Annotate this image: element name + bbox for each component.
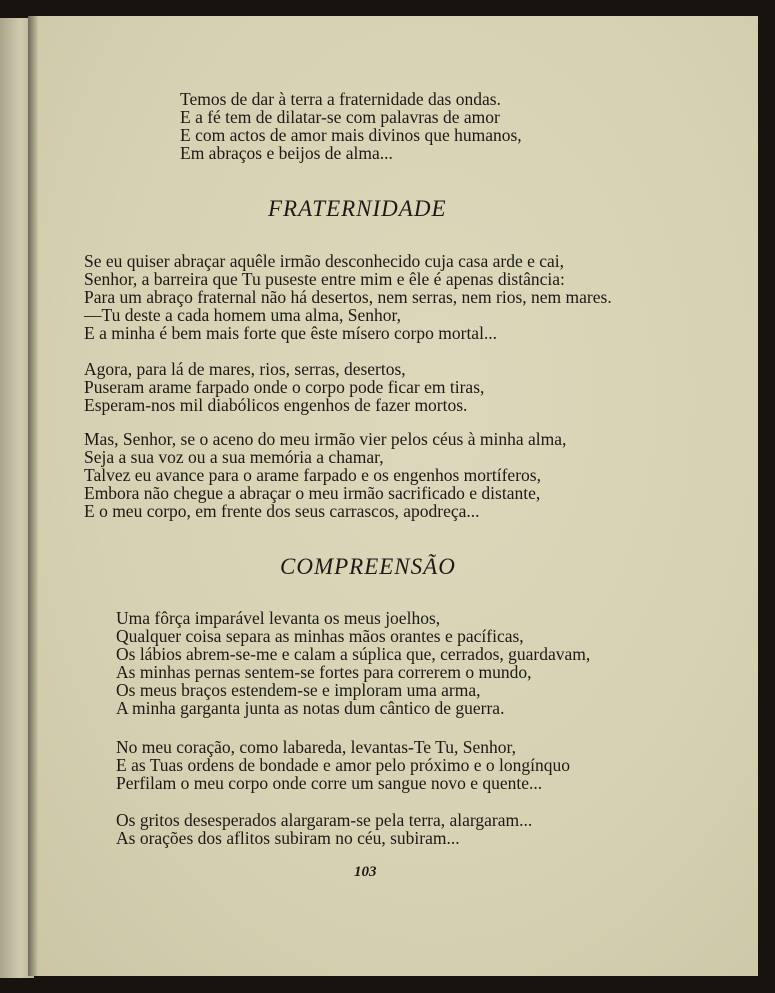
verse-line: Agora, para lá de mares, rios, serras, desertos,: [84, 359, 406, 379]
verse-line: Uma fôrça imparável levanta os meus joelhos,: [116, 608, 441, 628]
verse-line: As orações dos aflitos subiram no céu, subiram...: [116, 828, 460, 848]
verse-line: Temos de dar à terra a fraternidade das ondas.: [180, 89, 501, 109]
verse-line: Puseram arame farpado onde o corpo pode ficar em tiras,: [84, 377, 485, 397]
verse-line: E a minha é bem mais forte que êste mísero corpo mortal...: [84, 323, 498, 343]
verse-line: No meu coração, como labareda, levantas-Te Tu, Senhor,: [116, 737, 516, 757]
verse-line: Em abraços e beijos de alma...: [180, 143, 393, 163]
verse-line: Para um abraço fraternal não há desertos, nem serras, nem rios, nem mares.: [84, 287, 612, 307]
verse-line: E o meu corpo, em frente dos seus carrascos, apodreça...: [84, 501, 480, 521]
verse-line: Esperam-nos mil diabólicos engenhos de fazer mortos.: [84, 395, 468, 415]
page-number: 103: [354, 864, 377, 880]
verse-line: A minha garganta junta as notas dum cântico de guerra.: [116, 698, 505, 718]
verse-line: —Tu deste a cada homem uma alma, Senhor,: [84, 305, 401, 325]
book-page: [34, 16, 758, 976]
verse-line: As minhas pernas sentem-se fortes para correrem o mundo,: [116, 662, 532, 682]
verse-line: Senhor, a barreira que Tu puseste entre mim e êle é apenas distância:: [84, 269, 565, 289]
verse-line: Os gritos desesperados alargaram-se pela terra, alargaram...: [116, 810, 533, 830]
poem-title-fraternidade: FRATERNIDADE: [268, 196, 447, 221]
verse-line: E com actos de amor mais divinos que humanos,: [180, 125, 522, 145]
verse-line: E a fé tem de dilatar-se com palavras de amor: [180, 107, 500, 127]
verse-line: Os lábios abrem-se-me e calam a súplica que, cerrados, guardavam,: [116, 644, 591, 664]
verse-line: Talvez eu avance para o arame farpado e os engenhos mortíferos,: [84, 465, 541, 485]
poem-title-compreensao: COMPREENSÃO: [280, 554, 456, 579]
verse-line: Seja a sua voz ou a sua memória a chamar,: [84, 447, 384, 467]
verse-line: Embora não chegue a abraçar o meu irmão sacrificado e distante,: [84, 483, 541, 503]
verse-line: Qualquer coisa separa as minhas mãos orantes e pacíficas,: [116, 626, 524, 646]
verse-line: Se eu quiser abraçar aquêle irmão desconhecido cuja casa arde e cai,: [84, 251, 565, 271]
verse-line: Mas, Senhor, se o aceno do meu irmão vier pelos céus à minha alma,: [84, 429, 567, 449]
verse-line: Os meus braços estendem-se e imploram uma arma,: [116, 680, 481, 700]
verse-line: Perfilam o meu corpo onde corre um sangue novo e quente...: [116, 773, 543, 793]
verse-line: E as Tuas ordens de bondade e amor pelo próximo e o longínquo: [116, 755, 570, 775]
